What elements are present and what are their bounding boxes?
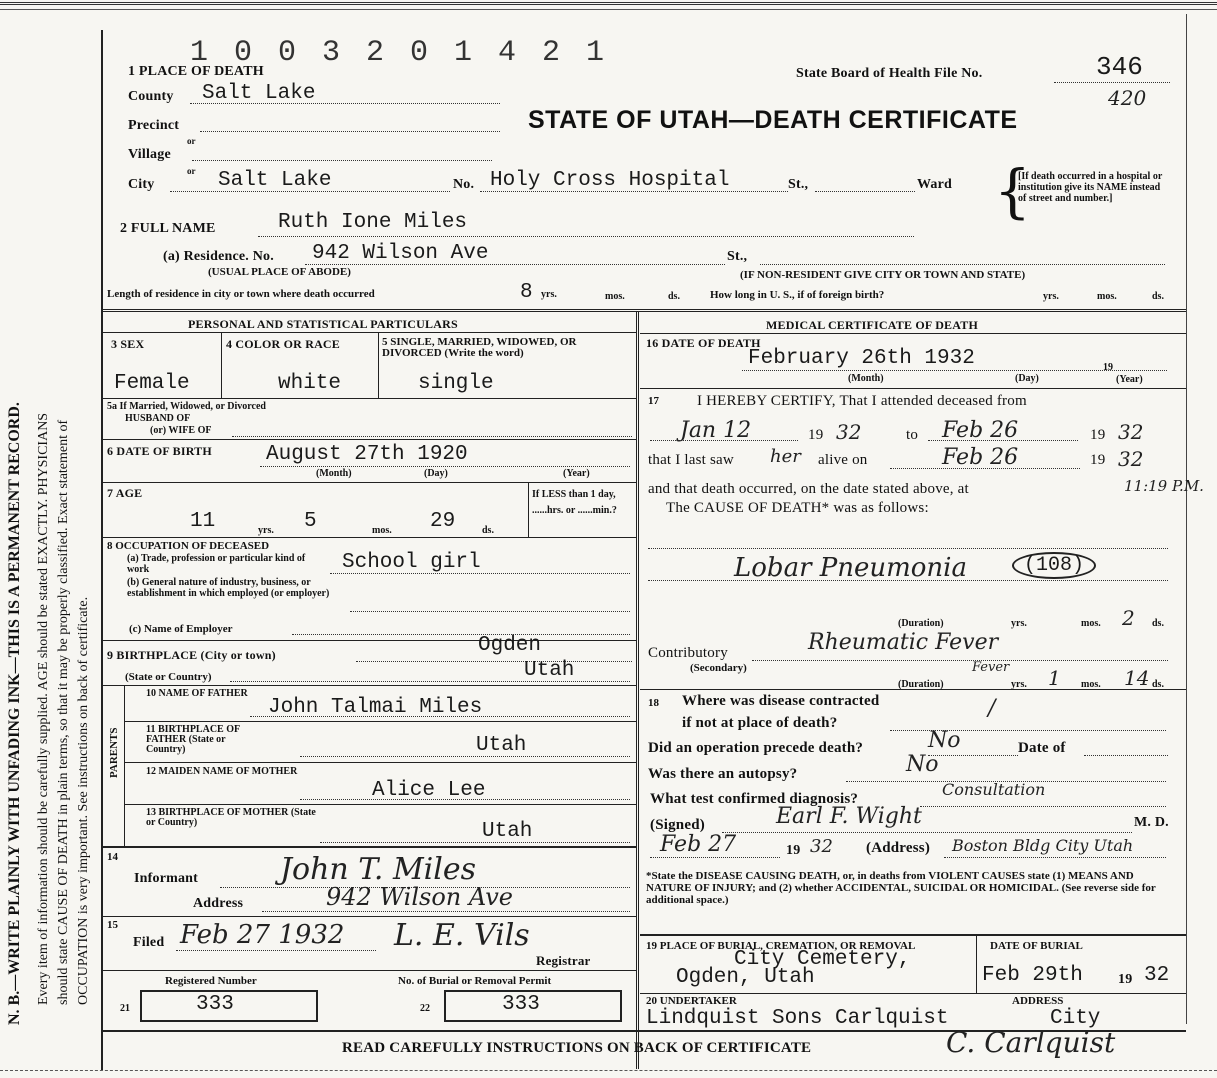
row-rule-10 xyxy=(101,685,636,686)
or-label-2: or xyxy=(187,166,196,176)
row-rule-8 xyxy=(101,537,636,538)
less-col-rule xyxy=(528,483,529,538)
contrib-months: 1 xyxy=(1048,666,1061,690)
md-label: M. D. xyxy=(1134,815,1169,830)
section-divider xyxy=(101,309,1186,312)
side-note-information: Every item of information should be carefully supplied. AGE should be stated EXACTLY. PHYSICIANS xyxy=(36,412,51,1005)
full-name-line xyxy=(258,236,914,237)
registrar-signature: L. E. Vils xyxy=(394,918,530,953)
hospital-note-brace: { xyxy=(994,157,1031,225)
occupation-b-label: (b) General nature of industry, business, or establishment in which employed (or employer) xyxy=(127,577,330,599)
contrib-days: 14 xyxy=(1124,666,1150,690)
contrib-mos-label: mos. xyxy=(1081,679,1101,690)
operation-label: Did an operation precede death? xyxy=(648,740,864,756)
registered-number-value: 333 xyxy=(196,993,234,1016)
full-name-value: Ruth Ione Miles xyxy=(278,211,468,234)
sex-label: 3 SEX xyxy=(111,337,145,351)
physician-signature: Earl F. Wight xyxy=(776,804,922,829)
row-rule-5a xyxy=(101,398,636,399)
father-name-label: 10 NAME OF FATHER xyxy=(146,688,248,699)
medical-heading: MEDICAL CERTIFICATE OF DEATH xyxy=(766,318,978,332)
birthplace-city-value: Ogden xyxy=(478,634,542,657)
city-value: Salt Lake xyxy=(218,169,332,192)
age-years-value: 11 xyxy=(190,510,216,533)
informant-address-line xyxy=(262,911,630,912)
cause-mos-label: mos. xyxy=(1081,618,1101,629)
registrar-label: Registrar xyxy=(536,953,591,968)
secondary-label: (Secondary) xyxy=(690,662,747,674)
burial-date-label: DATE OF BURIAL xyxy=(990,940,1083,952)
non-resident-label: (IF NON-RESIDENT GIVE CITY OR TOWN AND STATE) xyxy=(740,269,1026,281)
hospital-note: [If death occurred in a hospital or institution give its NAME instead of street and number.] xyxy=(1018,171,1163,204)
test-line xyxy=(920,806,1166,807)
undertaker-label: 20 UNDERTAKER xyxy=(646,995,737,1007)
burial-date-value: Feb 29th xyxy=(982,964,1083,987)
date-of-death-value: February 26th 1932 xyxy=(748,347,975,370)
employer-line xyxy=(292,634,630,635)
contrib-duration-label: (Duration) xyxy=(898,679,944,690)
color-label: 4 COLOR OR RACE xyxy=(226,337,341,351)
signed-line xyxy=(722,832,1132,833)
color-value: white xyxy=(278,372,342,395)
mother-birthplace-label: 13 BIRTHPLACE OF MOTHER (State or Country) xyxy=(146,807,316,828)
spouse-label-1: 5a If Married, Widowed, or Divorced xyxy=(107,401,266,412)
to-date-value: Feb 26 xyxy=(942,418,1019,443)
mother-name-label: 12 MAIDEN NAME OF MOTHER xyxy=(146,766,298,777)
mother-birthplace-value: Utah xyxy=(482,820,533,843)
age-months-value: 5 xyxy=(304,510,317,533)
state-file-label: State Board of Health File No. xyxy=(796,66,983,81)
father-birthplace-label: 11 BIRTHPLACE OF FATHER (State or Country) xyxy=(146,724,240,755)
bottom-edge-rule xyxy=(0,1070,1217,1071)
foreign-ds-label: ds. xyxy=(1152,291,1164,302)
row-rule-6 xyxy=(101,439,636,440)
dob-year-label: (Year) xyxy=(563,468,590,479)
cause-of-death-text: The CAUSE OF DEATH* was as follows: xyxy=(666,500,929,516)
registered-number-index: 21 xyxy=(120,1003,130,1014)
color-col-rule xyxy=(378,333,379,399)
street-no-label: No. xyxy=(453,177,475,192)
mother-birthplace-line xyxy=(320,842,630,843)
filed-label: Filed xyxy=(133,935,165,950)
dob-day-label: (Day) xyxy=(424,468,448,479)
operation-line xyxy=(928,755,1018,756)
filed-date: Feb 27 1932 xyxy=(180,920,345,950)
state-file-number: 346 xyxy=(1096,52,1143,82)
to-label: to xyxy=(906,427,919,443)
to-year-value: 32 xyxy=(1118,420,1144,444)
occupation-value: School girl xyxy=(342,551,481,574)
contributory-label: Contributory xyxy=(648,645,728,661)
row-rule-9 xyxy=(101,640,636,641)
residence-st-line xyxy=(760,264,1165,265)
city-label: City xyxy=(128,177,155,192)
certify-number: 17 xyxy=(648,395,659,407)
top-edge-rule xyxy=(0,2,1217,5)
informant-number: 14 xyxy=(107,851,118,863)
side-note-occupation: OCCUPATION is very important. See instructions on back of certificate. xyxy=(76,596,91,1005)
birthplace-label: 9 BIRTHPLACE (City or town) xyxy=(107,648,276,662)
father-name-value: John Talmai Miles xyxy=(268,696,483,719)
length-yrs-label: yrs. xyxy=(541,289,557,300)
undertaker-address-value: City xyxy=(1050,1007,1101,1030)
row-rule-7 xyxy=(101,482,636,483)
to-19: 19 xyxy=(1090,427,1106,443)
death-year-label: (Year) xyxy=(1116,374,1143,385)
medical-row-rule-17 xyxy=(640,388,1186,389)
foreign-yrs-label: yrs. xyxy=(1043,291,1059,302)
informant-label: Informant xyxy=(134,871,199,886)
abode-label: (USUAL PLACE OF ABODE) xyxy=(208,266,351,278)
contributory-note: Fever xyxy=(972,660,1010,675)
last-saw-text: that I last saw xyxy=(648,452,734,468)
cause-duration-days: 2 xyxy=(1122,606,1135,630)
informant-address-value: 942 Wilson Ave xyxy=(326,883,514,911)
date-of-death-label: 16 DATE OF DEATH xyxy=(646,336,761,350)
marital-value: single xyxy=(418,372,494,395)
occupation-a-label: (a) Trade, profession or particular kind of work xyxy=(127,553,306,575)
sex-value: Female xyxy=(114,372,190,395)
medical-row-rule-20 xyxy=(640,993,1186,994)
spouse-label-3: (or) WIFE OF xyxy=(150,425,212,436)
q18-number: 18 xyxy=(648,697,659,709)
age-mos-label: mos. xyxy=(372,525,392,536)
contributory-line xyxy=(752,660,1168,661)
q18-mark: / xyxy=(988,696,996,721)
spouse-line xyxy=(232,436,632,437)
burial-permit-label: No. of Burial or Removal Permit xyxy=(398,975,552,987)
ward-line xyxy=(815,191,915,192)
date-of-death-19: 19 xyxy=(1103,362,1113,373)
burial-permit-index: 22 xyxy=(420,1003,430,1014)
signed-date-value: Feb 27 xyxy=(660,832,737,857)
last-saw-pronoun: her xyxy=(770,446,801,467)
last-saw-19: 19 xyxy=(1090,452,1106,468)
foreign-birth-label: How long in U. S., if of foreign birth? xyxy=(710,289,885,301)
side-note-cause: should state CAUSE OF DEATH in plain terms, so that it may be properly classified. Exact statement of xyxy=(56,419,71,1005)
date-of-label: Date of xyxy=(1018,740,1066,756)
personal-heading-rule xyxy=(101,332,636,333)
q18-text-2: if not at place of death? xyxy=(682,715,838,731)
registered-number-label: Registered Number xyxy=(165,975,257,987)
village-label: Village xyxy=(128,147,171,162)
death-day-label: (Day) xyxy=(1015,373,1039,384)
medical-row-rule-18 xyxy=(640,689,1186,690)
age-ds-label: ds. xyxy=(482,525,494,536)
length-residence-label: Length of residence in city or town where death occurred xyxy=(107,288,375,300)
dob-label: 6 DATE OF BIRTH xyxy=(107,444,212,458)
filed-line xyxy=(176,950,376,951)
from-year-value: 32 xyxy=(836,420,862,444)
row-rule-21 xyxy=(101,970,636,971)
length-mos-label: mos. xyxy=(605,291,625,302)
contrib-yrs-label: yrs. xyxy=(1011,679,1027,690)
contrib-ds-label: ds. xyxy=(1152,679,1164,690)
age-label: 7 AGE xyxy=(107,486,143,500)
death-month-label: (Month) xyxy=(848,373,884,384)
county-value: Salt Lake xyxy=(202,82,316,105)
mother-name-value: Alice Lee xyxy=(372,779,486,802)
state-file-line xyxy=(1054,82,1170,83)
cause-yrs-label: yrs. xyxy=(1011,618,1027,629)
marital-label: 5 SINGLE, MARRIED, WIDOWED, OR DIVORCED (Write the word) xyxy=(382,336,577,359)
row-rule-13 xyxy=(124,804,636,805)
frame-right-rule xyxy=(1186,14,1187,1024)
residence-value: 942 Wilson Ave xyxy=(312,242,489,265)
death-occurred-text: and that death occurred, on the date stated above, at xyxy=(648,481,969,497)
ward-label: Ward xyxy=(917,177,953,192)
county-label: County xyxy=(128,89,174,104)
signed-label: (Signed) xyxy=(650,817,705,833)
burial-19: 19 xyxy=(1118,972,1133,987)
residence-label: (a) Residence. No. xyxy=(163,249,274,264)
full-name-label: 2 FULL NAME xyxy=(120,221,216,236)
test-label: What test confirmed diagnosis? xyxy=(650,791,859,807)
sex-col-rule xyxy=(221,333,222,399)
length-residence-years: 8 xyxy=(520,281,533,304)
or-label-1: or xyxy=(187,136,196,146)
age-yrs-label: yrs. xyxy=(258,525,274,536)
top-edge-rule-2 xyxy=(0,9,1217,10)
undertaker-address-label: ADDRESS xyxy=(1012,995,1064,1007)
undertaker-signature: C. Carlquist xyxy=(946,1026,1116,1059)
last-saw-date: Feb 26 xyxy=(942,445,1019,470)
physician-address-value: Boston Bldg City Utah xyxy=(952,836,1134,855)
state-file-extra: 420 xyxy=(1108,86,1147,110)
precinct-line xyxy=(200,131,500,132)
q18-text-1: Where was disease contracted xyxy=(682,693,880,709)
from-date-value: Jan 12 xyxy=(680,418,752,443)
medical-heading-rule xyxy=(640,333,1186,334)
occupation-b-line xyxy=(350,611,630,612)
burial-date-col-rule xyxy=(976,936,977,994)
row-rule-15 xyxy=(101,916,636,917)
certificate-title: STATE OF UTAH—DEATH CERTIFICATE xyxy=(528,106,1018,134)
place-heading: 1 PLACE OF DEATH xyxy=(128,64,264,79)
alive-on-text: alive on xyxy=(818,452,868,468)
cause-duration-label: (Duration) xyxy=(898,618,944,629)
certificate-number: 1 0 0 3 2 0 1 4 2 1 xyxy=(190,36,609,70)
residence-st-label: St., xyxy=(727,249,748,264)
signed-year-value: 32 xyxy=(810,836,833,857)
birthplace-state-label: (State or Country) xyxy=(125,671,212,683)
age-days-value: 29 xyxy=(430,510,456,533)
side-note-permanent: N. B.—WRITE PLAINLY WITH UNFADING INK—THIS IS A PERMANENT RECORD. xyxy=(6,402,23,1025)
birthplace-city-line xyxy=(356,661,632,662)
father-birthplace-line xyxy=(300,756,630,757)
parents-col-rule xyxy=(124,686,125,846)
burial-permit-value: 333 xyxy=(502,993,540,1016)
autopsy-value: No xyxy=(906,752,939,777)
foreign-mos-label: mos. xyxy=(1097,291,1117,302)
parents-label: PARENTS xyxy=(108,727,120,778)
precinct-label: Precinct xyxy=(128,118,180,133)
spouse-label-2: HUSBAND OF xyxy=(125,413,191,424)
burial-year-value: 32 xyxy=(1144,964,1170,987)
footer-instructions: READ CAREFULLY INSTRUCTIONS ON BACK OF CERTIFICATE xyxy=(342,1040,812,1056)
informant-signature: John T. Miles xyxy=(280,852,476,887)
cause-line-1 xyxy=(648,548,1168,549)
dob-value: August 27th 1920 xyxy=(266,443,468,466)
signed-19: 19 xyxy=(786,843,801,858)
informant-address-label: Address xyxy=(193,896,244,911)
operation-date-line xyxy=(1084,755,1168,756)
cause-of-death-value: Lobar Pneumonia xyxy=(734,553,967,583)
personal-heading: PERSONAL AND STATISTICAL PARTICULARS xyxy=(188,317,458,331)
row-rule-11 xyxy=(124,721,636,722)
medical-row-rule-19 xyxy=(640,934,1186,936)
signed-date-line xyxy=(650,857,780,858)
hospital-value: Holy Cross Hospital xyxy=(490,169,730,192)
occupation-label: 8 OCCUPATION OF DECEASED xyxy=(107,540,270,552)
address-label: (Address) xyxy=(866,840,931,856)
undertaker-value: Lindquist Sons Carlquist xyxy=(646,1007,949,1030)
physician-address-line xyxy=(944,857,1166,858)
center-divider xyxy=(636,312,639,1069)
disease-note: *State the DISEASE CAUSING DEATH, or, in deaths from VIOLENT CAUSES state (1) MEANS AND NATURE OF INJURY; and (2) whether ACCIDENTAL, SUICIDAL OR HOMICIDAL. (See reverse side for additional space.) xyxy=(646,870,1156,906)
cause-ds-label: ds. xyxy=(1152,618,1164,629)
operation-value: No xyxy=(928,728,961,753)
last-saw-year: 32 xyxy=(1118,447,1144,471)
burial-place-label: 19 PLACE OF BURIAL, CREMATION, OR REMOVAL xyxy=(646,940,916,952)
contributory-value: Rheumatic Fever xyxy=(808,630,999,655)
row-rule-14 xyxy=(101,846,636,848)
length-ds-label: ds. xyxy=(668,291,680,302)
father-birthplace-value: Utah xyxy=(476,734,527,757)
frame-left-rule xyxy=(101,30,103,1070)
filed-number: 15 xyxy=(107,919,118,931)
village-line xyxy=(192,160,492,161)
row-rule-12 xyxy=(124,762,636,763)
occupation-c-label: (c) Name of Employer xyxy=(129,623,233,635)
test-value: Consultation xyxy=(942,780,1046,799)
autopsy-label: Was there an autopsy? xyxy=(648,766,798,782)
from-19: 19 xyxy=(808,427,824,443)
dob-month-label: (Month) xyxy=(316,468,352,479)
cause-code: (108) xyxy=(1012,552,1096,579)
certify-text: I HEREBY CERTIFY, That I attended deceased from xyxy=(697,393,1027,409)
death-time-value: 11:19 P.M. xyxy=(1124,477,1204,495)
dob-line xyxy=(260,466,630,467)
birthplace-state-value: Utah xyxy=(524,659,575,682)
less-than-label: If LESS than 1 day, ......hrs. or ......min.? xyxy=(532,489,617,516)
street-label: St., xyxy=(788,177,809,192)
burial-place-line-1: City Cemetery, xyxy=(734,948,911,971)
burial-place-line-2: Ogden, Utah xyxy=(676,966,815,989)
